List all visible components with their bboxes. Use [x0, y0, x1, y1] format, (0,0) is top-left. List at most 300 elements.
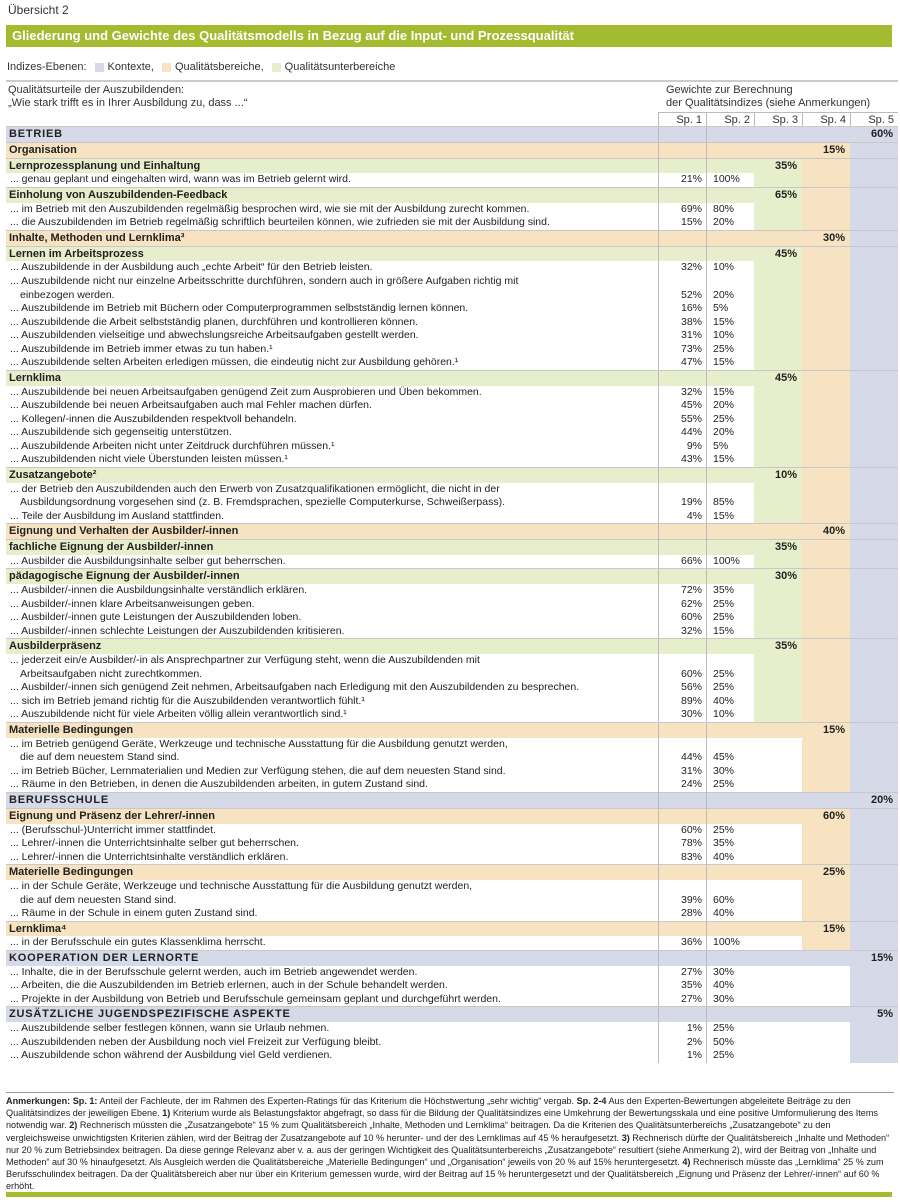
row-label: ... Auszubildende sich gegenseitig unterstützen.: [6, 426, 658, 440]
row-label: ... Ausbilder/-innen sich genügend Zeit nehmen, Arbeitsaufgaben nach Erledigung mit den Auszubildenden zu besprechen.: [6, 681, 658, 695]
sp2-value: 50%: [706, 1036, 754, 1050]
sp2-value: 25%: [706, 1022, 754, 1036]
sp3-weight: [754, 584, 802, 598]
item-row: [6, 681, 898, 695]
sp1-value: [658, 230, 706, 246]
sp5-weight: [850, 158, 898, 174]
item-row: [6, 936, 898, 950]
sp2-value: [706, 808, 754, 824]
legend: [7, 61, 395, 73]
row-label: ... im Betrieb Bücher, Lernmaterialien und Medien zur Verfügung stehen, die auf dem neuesten Stand sind.: [6, 765, 658, 779]
sp2-value: [706, 539, 754, 555]
sp4-weight: [802, 638, 850, 654]
sp4-weight: [802, 738, 850, 765]
context-row: [6, 1006, 898, 1022]
sp2-value: 10%: [706, 708, 754, 722]
sp1-value: 15%: [658, 216, 706, 230]
sp3-weight: [754, 316, 802, 330]
row-label: ... Auszubildende im Betrieb immer etwas zu tun haben.¹: [6, 343, 658, 357]
sp4-weight: [802, 598, 850, 612]
sp5-weight: [850, 837, 898, 851]
sp1-value: [658, 142, 706, 158]
item-row: [6, 993, 898, 1007]
sp3-weight: 35%: [754, 539, 802, 555]
row-label: Lernprozessplanung und Einhaltung: [6, 158, 658, 174]
row-label: ... Auszubildenden neben der Ausbildung noch viel Freizeit zur Verfügung bleibt.: [6, 1036, 658, 1050]
sp4-weight: [802, 343, 850, 357]
sp1-value: 28%: [658, 907, 706, 921]
sp1-value: [658, 246, 706, 262]
sp1-value: [658, 467, 706, 483]
sp1-value: 27%: [658, 966, 706, 980]
sp4-weight: [802, 386, 850, 400]
sp4-weight: [802, 993, 850, 1007]
item-row: [6, 880, 898, 907]
sp3-weight: [754, 851, 802, 865]
sp2-value: [706, 921, 754, 937]
sp5-weight: [850, 1036, 898, 1050]
sp5-weight: [850, 275, 898, 302]
note-marker: 4): [682, 1157, 691, 1168]
sp2-value: 5%: [706, 440, 754, 454]
item-row: [6, 611, 898, 625]
item-row: [6, 625, 898, 639]
sp4-weight: [802, 851, 850, 865]
sp4-weight: [802, 950, 850, 966]
sp5-weight: [850, 539, 898, 555]
item-row: [6, 1022, 898, 1036]
sp5-weight: [850, 302, 898, 316]
sp3-weight: [754, 343, 802, 357]
sp3-weight: [754, 126, 802, 142]
sp4-weight: 15%: [802, 722, 850, 738]
sp2-value: 15%: [706, 625, 754, 639]
sp1-value: 47%: [658, 356, 706, 370]
row-label: ... Räume in den Betrieben, in denen die Auszubildenden arbeiten, in gutem Zustand sind.: [6, 778, 658, 792]
sp4-weight: [802, 778, 850, 792]
subarea-row: [6, 187, 898, 203]
row-label: ... Auszubildende im Betrieb mit Büchern oder Computerprogrammen selbstständig lernen können.: [6, 302, 658, 316]
item-row: [6, 386, 898, 400]
sp3-weight: [754, 864, 802, 880]
sp2-value: [706, 523, 754, 539]
sp3-weight: [754, 625, 802, 639]
sp2-value: 45%: [706, 738, 754, 765]
sp4-weight: [802, 316, 850, 330]
item-row: [6, 510, 898, 524]
row-label: ... jederzeit ein/e Ausbilder/-in als Ansprechpartner zur Verfügung steht, wenn die Auszubildenden mit Arbeitsaufgaben nicht zurechtkommen.: [6, 654, 658, 681]
row-label: Lernklima: [6, 370, 658, 386]
sp1-value: 32%: [658, 386, 706, 400]
note-text: Rechnerisch müssten die „Zusatzangebote“ 15 % zum Qualitätsbereich „Inhalte, Methoden und Lernklima“ beitragen. Da die Kriterien des Qualitätsunterbereichs „Zusatzangebote“ zu den vergleichsweise unwichtigsten Kriterien zählen, wird der Beitrag der Zusatzangebote auf 10 % herunter- und der des Lernklimas auf 45 % heraufgesetzt.: [6, 1120, 831, 1143]
bottom-rule: [6, 1192, 892, 1197]
row-label: ... Auszubildenden nicht viele Überstunden leisten müssen.¹: [6, 453, 658, 467]
sp5-weight: [850, 979, 898, 993]
sp4-weight: [802, 187, 850, 203]
item-row: [6, 453, 898, 467]
item-row: [6, 356, 898, 370]
sp1-value: 45%: [658, 399, 706, 413]
area-row: [6, 142, 898, 158]
sp3-weight: 35%: [754, 158, 802, 174]
sp3-weight: [754, 399, 802, 413]
sp1-value: 83%: [658, 851, 706, 865]
sp1-value: [658, 1006, 706, 1022]
sp2-value: [706, 142, 754, 158]
sp4-weight: [802, 1022, 850, 1036]
sp2-value: [706, 638, 754, 654]
weights-table: [6, 126, 898, 1063]
sp3-weight: [754, 1022, 802, 1036]
sp4-weight: [802, 539, 850, 555]
sp1-value: [658, 539, 706, 555]
sp4-weight: [802, 440, 850, 454]
row-label: ... sich im Betrieb jemand richtig für die Auszubildenden verantwortlich fühlt.¹: [6, 695, 658, 709]
row-label: ... (Berufsschul-)Unterricht immer stattfindet.: [6, 824, 658, 838]
sp5-weight: [850, 824, 898, 838]
sp3-weight: 10%: [754, 467, 802, 483]
sp3-weight: [754, 426, 802, 440]
item-row: [6, 203, 898, 217]
row-label: KOOPERATION DER LERNORTE: [6, 950, 658, 966]
row-label: ... Ausbilder/-innen die Ausbildungsinhalte verständlich erklären.: [6, 584, 658, 598]
overline: Übersicht 2: [8, 3, 69, 17]
sp5-weight: [850, 343, 898, 357]
sp3-weight: 45%: [754, 246, 802, 262]
note-marker: 3): [621, 1132, 630, 1143]
context-row: [6, 126, 898, 142]
row-label: ... Auszubildende nicht nur einzelne Arbeitsschritte durchführen, sondern auch in größere Aufgaben richtig mit einbezogen werden.: [6, 275, 658, 302]
sp2-value: 15%: [706, 316, 754, 330]
sp4-weight: [802, 824, 850, 838]
item-row: [6, 907, 898, 921]
sp2-value: [706, 568, 754, 584]
sp4-weight: [802, 1049, 850, 1063]
sp3-weight: [754, 203, 802, 217]
row-label: Eignung und Präsenz der Lehrer/-innen: [6, 808, 658, 824]
sp4-weight: 30%: [802, 230, 850, 246]
sp5-weight: [850, 568, 898, 584]
sp4-weight: [802, 681, 850, 695]
sp4-weight: [802, 880, 850, 907]
sp1-value: 32%: [658, 625, 706, 639]
sp3-weight: [754, 808, 802, 824]
sp4-weight: [802, 584, 850, 598]
item-row: [6, 584, 898, 598]
sp5-weight: [850, 808, 898, 824]
item-row: [6, 824, 898, 838]
sp3-weight: [754, 413, 802, 427]
sp1-value: 62%: [658, 598, 706, 612]
sp2-value: [706, 864, 754, 880]
sp3-weight: [754, 440, 802, 454]
sp5-weight: [850, 173, 898, 187]
area-row: [6, 230, 898, 246]
legend-swatch-context: [95, 63, 104, 72]
sp5-weight: [850, 329, 898, 343]
sp5-weight: [850, 523, 898, 539]
sp3-weight: [754, 483, 802, 510]
sp5-weight: [850, 907, 898, 921]
sp2-value: 10%: [706, 329, 754, 343]
sp1-value: 35%: [658, 979, 706, 993]
sp1-value: 60%: [658, 824, 706, 838]
area-row: [6, 523, 898, 539]
sp3-weight: 30%: [754, 568, 802, 584]
sp1-value: 60%: [658, 611, 706, 625]
sp1-value: 21%: [658, 173, 706, 187]
item-row: [6, 598, 898, 612]
sp5-weight: [850, 765, 898, 779]
sp1-value: 39%: [658, 880, 706, 907]
sp4-weight: 60%: [802, 808, 850, 824]
row-label: ZUSÄTZLICHE JUGENDSPEZIFISCHE ASPEKTE: [6, 1006, 658, 1022]
sp5-weight: [850, 453, 898, 467]
page-title: Gliederung und Gewichte des Qualitätsmodells in Bezug auf die Input- und Prozessqualität: [6, 25, 892, 47]
row-label: BERUFSSCHULE: [6, 792, 658, 808]
sp1-value: 78%: [658, 837, 706, 851]
footnotes: [6, 1092, 894, 1193]
sp1-value: 52%: [658, 275, 706, 302]
sp2-value: 100%: [706, 555, 754, 569]
sp1-value: 1%: [658, 1049, 706, 1063]
sp3-weight: [754, 792, 802, 808]
sp4-weight: [802, 275, 850, 302]
sp3-weight: [754, 173, 802, 187]
sp4-weight: [802, 1006, 850, 1022]
subarea-row: [6, 246, 898, 262]
area-row: [6, 864, 898, 880]
sp5-weight: 15%: [850, 950, 898, 966]
sp3-weight: [754, 738, 802, 765]
sp1-value: 16%: [658, 302, 706, 316]
subarea-row: [6, 467, 898, 483]
area-row: [6, 921, 898, 937]
header-text: „Wie stark trifft es in Ihrer Ausbildung zu, dass ...“: [8, 97, 248, 109]
sp5-weight: 20%: [850, 792, 898, 808]
sp4-weight: [802, 356, 850, 370]
sp1-value: 32%: [658, 261, 706, 275]
row-label: ... genau geplant und eingehalten wird, wann was im Betrieb gelernt wird.: [6, 173, 658, 187]
sp1-value: 73%: [658, 343, 706, 357]
sp1-value: 1%: [658, 1022, 706, 1036]
sp2-value: 30%: [706, 966, 754, 980]
sp1-value: 56%: [658, 681, 706, 695]
item-row: [6, 708, 898, 722]
sp5-weight: [850, 187, 898, 203]
row-label: ... im Betrieb mit den Auszubildenden regelmäßig besprochen wird, wie sie mit der Ausbildung zurecht kommen.: [6, 203, 658, 217]
sp2-value: 35%: [706, 837, 754, 851]
sp5-weight: [850, 993, 898, 1007]
sp3-weight: [754, 329, 802, 343]
sp3-weight: [754, 979, 802, 993]
sp5-weight: [850, 230, 898, 246]
sp4-weight: [802, 426, 850, 440]
sp5-weight: [850, 708, 898, 722]
sp3-weight: 65%: [754, 187, 802, 203]
sp5-weight: [850, 778, 898, 792]
row-label: Lernklima⁴: [6, 921, 658, 937]
row-label: ... Lehrer/-innen die Unterrichtsinhalte selber gut beherrschen.: [6, 837, 658, 851]
row-label: Eignung und Verhalten der Ausbilder/-innen: [6, 523, 658, 539]
legend-swatch-area: [162, 63, 171, 72]
item-row: [6, 979, 898, 993]
sp5-weight: [850, 936, 898, 950]
legend-item: Kontexte,: [107, 61, 154, 73]
sp2-value: 100%: [706, 936, 754, 950]
sp3-weight: [754, 950, 802, 966]
sp1-value: 38%: [658, 316, 706, 330]
item-row: [6, 399, 898, 413]
sp2-value: 20%: [706, 216, 754, 230]
row-label: ... Auszubildende selten Arbeiten erledigen müssen, die eindeutig nicht zur Ausbildung gehören.¹: [6, 356, 658, 370]
sp5-weight: 60%: [850, 126, 898, 142]
subarea-row: [6, 539, 898, 555]
sp2-value: 100%: [706, 173, 754, 187]
sp4-weight: [802, 370, 850, 386]
sp1-value: 24%: [658, 778, 706, 792]
area-row: [6, 722, 898, 738]
sp3-weight: [754, 302, 802, 316]
note-text: Aus den Experten-Bewertungen abgeleitete Beiträge zu den Qualitätsindizes der jeweiligen Ebene.: [6, 1096, 851, 1119]
sp4-weight: [802, 453, 850, 467]
item-row: [6, 440, 898, 454]
sp5-weight: [850, 625, 898, 639]
sp2-value: 15%: [706, 510, 754, 524]
sp3-weight: [754, 216, 802, 230]
sp5-weight: [850, 681, 898, 695]
row-label: pädagogische Eignung der Ausbilder/-innen: [6, 568, 658, 584]
sp1-value: 31%: [658, 329, 706, 343]
sp1-value: [658, 921, 706, 937]
row-label: ... Auszubildende schon während der Ausbildung viel Geld verdienen.: [6, 1049, 658, 1063]
subarea-row: [6, 158, 898, 174]
sp1-value: 19%: [658, 483, 706, 510]
sp4-weight: [802, 625, 850, 639]
sp1-value: [658, 370, 706, 386]
sp4-weight: [802, 483, 850, 510]
sp5-weight: [850, 966, 898, 980]
sp3-weight: [754, 921, 802, 937]
header-text: der Qualitätsindizes (siehe Anmerkungen): [666, 97, 871, 109]
sp2-value: 20%: [706, 426, 754, 440]
sp2-value: [706, 792, 754, 808]
item-row: [6, 851, 898, 865]
sp2-value: [706, 158, 754, 174]
row-label: Zusatzangebote²: [6, 467, 658, 483]
weights-header: [666, 84, 870, 110]
sp2-value: 40%: [706, 851, 754, 865]
sp3-weight: [754, 611, 802, 625]
sp1-value: 55%: [658, 413, 706, 427]
sp4-weight: [802, 555, 850, 569]
sp5-weight: [850, 316, 898, 330]
sp2-value: 10%: [706, 261, 754, 275]
sp3-weight: [754, 765, 802, 779]
sp3-weight: [754, 695, 802, 709]
item-row: [6, 966, 898, 980]
header-text: Gewichte zur Berechnung: [666, 84, 793, 96]
sp3-weight: [754, 230, 802, 246]
item-row: [6, 654, 898, 681]
sp4-weight: [802, 568, 850, 584]
sp3-weight: [754, 275, 802, 302]
sp5-weight: [850, 1022, 898, 1036]
sp4-weight: [802, 792, 850, 808]
sp5-weight: [850, 261, 898, 275]
row-label: ... Auszubildende in der Ausbildung auch „echte Arbeit“ für den Betrieb leisten.: [6, 261, 658, 275]
row-label: Materielle Bedingungen: [6, 864, 658, 880]
sp5-weight: [850, 864, 898, 880]
item-row: [6, 426, 898, 440]
row-label: ... der Betrieb den Auszubildenden auch den Erwerb von Zusatzqualifikationen ermöglicht, die nicht in der Ausbildungsordnung vorgesehen sind (z. B. Fremdsprachen, spezielle Computerkurse, Schweißerpass).: [6, 483, 658, 510]
sp2-value: 40%: [706, 907, 754, 921]
sp2-value: [706, 1006, 754, 1022]
item-row: [6, 302, 898, 316]
row-label: ... im Betrieb genügend Geräte, Werkzeuge und technische Ausstattung für die Ausbildung genutzt werden, die auf dem neuestem Stand sind.: [6, 738, 658, 765]
note-text: Rechnerisch dürfte der Qualitätsbereich „Inhalte und Methoden“ nur 20 % zum Betriebsindex beitragen. Da diese geringe Relevanz aber v. a. aus der geringen Wichtigkeit des Qualitätsunterbereichs „Zusatzangebote“ resultiert (siehe Anmerkung 2), wird der Beitrag von „Inhalte und Methoden“ auf 30 % hinaufgesetzt. Als Ausgleich werden die Qualitätsbereiche „Materielle Bedingungen“ und „Organisation“ jeweils von 20 % auf 15% heruntergesetzt.: [6, 1132, 890, 1168]
row-label: Ausbilderpräsenz: [6, 638, 658, 654]
sp3-weight: 35%: [754, 638, 802, 654]
sp2-value: [706, 370, 754, 386]
row-label: ... Ausbilder die Ausbildungsinhalte selber gut beherrschen.: [6, 555, 658, 569]
sp1-value: 31%: [658, 765, 706, 779]
column-header: Sp. 4: [802, 112, 850, 127]
sp1-value: 36%: [658, 936, 706, 950]
sp5-weight: [850, 880, 898, 907]
sp3-weight: [754, 993, 802, 1007]
sp5-weight: [850, 203, 898, 217]
item-row: [6, 261, 898, 275]
note-marker: Anmerkungen: Sp. 1:: [6, 1096, 98, 1106]
row-label: ... in der Berufsschule ein gutes Klassenklima herrscht.: [6, 936, 658, 950]
sp4-weight: [802, 695, 850, 709]
sp5-weight: [850, 142, 898, 158]
sp1-value: 9%: [658, 440, 706, 454]
sp1-value: [658, 638, 706, 654]
sp2-value: 25%: [706, 1049, 754, 1063]
row-label: Organisation: [6, 142, 658, 158]
item-row: [6, 1049, 898, 1063]
sp5-weight: [850, 598, 898, 612]
sp5-weight: [850, 695, 898, 709]
sp4-weight: [802, 611, 850, 625]
row-label: ... Ausbilder/-innen klare Arbeitsanweisungen geben.: [6, 598, 658, 612]
sp3-weight: [754, 722, 802, 738]
item-row: [6, 275, 898, 302]
table-header: [6, 80, 898, 126]
subarea-row: [6, 568, 898, 584]
sp5-weight: [850, 851, 898, 865]
sp3-weight: [754, 142, 802, 158]
subarea-row: [6, 370, 898, 386]
sp4-weight: 15%: [802, 921, 850, 937]
sp2-value: [706, 246, 754, 262]
sp5-weight: [850, 654, 898, 681]
row-label: ... Lehrer/-innen die Unterrichtsinhalte verständlich erklären.: [6, 851, 658, 865]
row-label: Lernen im Arbeitsprozess: [6, 246, 658, 262]
note-marker: 2): [69, 1120, 78, 1131]
column-header: Sp. 3: [754, 112, 802, 127]
sp3-weight: [754, 523, 802, 539]
sp5-weight: [850, 399, 898, 413]
sp5-weight: [850, 584, 898, 598]
row-label: ... Auszubildende bei neuen Arbeitsaufgaben genügend Zeit zum Ausprobieren und Üben bekommen.: [6, 386, 658, 400]
sp5-weight: [850, 611, 898, 625]
sp1-value: [658, 950, 706, 966]
item-row: [6, 1036, 898, 1050]
sp4-weight: [802, 708, 850, 722]
